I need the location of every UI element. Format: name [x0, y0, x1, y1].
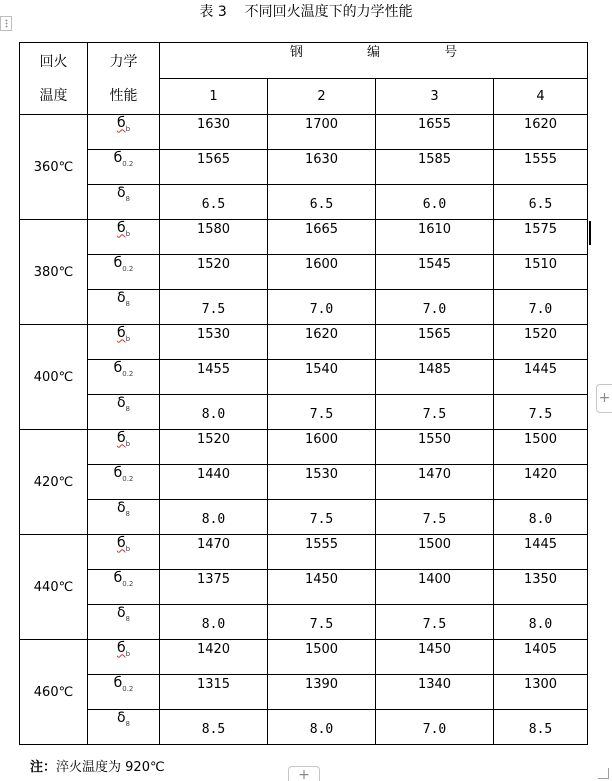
- value-cell: [494, 220, 588, 255]
- property-symbol-subscript: 8: [125, 299, 131, 308]
- value-cell: [268, 290, 376, 325]
- property-cell: [88, 500, 160, 535]
- header-steel-2: [268, 79, 376, 115]
- temperature-cell: [20, 220, 88, 325]
- value-text: 1555: [523, 151, 558, 167]
- temperature-value: 360℃: [33, 159, 74, 175]
- value-text: 7.5: [422, 406, 447, 422]
- property-symbol: [117, 326, 130, 343]
- value-text: 1630: [196, 116, 231, 132]
- property-symbol-base: δ: [116, 604, 126, 621]
- table-row: [20, 325, 588, 360]
- value-cell: [376, 500, 494, 535]
- temperature-value: 400℃: [33, 369, 74, 385]
- value-cell: [494, 360, 588, 395]
- value-text: 1510: [523, 256, 558, 272]
- value-text: 1700: [304, 116, 339, 132]
- property-symbol-base: б: [116, 639, 126, 656]
- table-row: [20, 115, 588, 150]
- value-text: 1500: [523, 431, 558, 447]
- value-text: 1520: [196, 256, 231, 272]
- property-symbol-base: б: [116, 114, 126, 131]
- value-text: 8.0: [201, 406, 226, 422]
- header-steel-1: [160, 79, 268, 115]
- value-cell: [160, 220, 268, 255]
- property-symbol-base: δ: [116, 184, 126, 201]
- value-cell: [376, 605, 494, 640]
- value-text: 7.0: [422, 301, 447, 317]
- footnote-text: 淬火温度为 920℃: [56, 760, 165, 775]
- value-cell: [376, 430, 494, 465]
- header-temperature-line2: 温度: [39, 87, 68, 104]
- value-text: 1530: [304, 466, 339, 482]
- value-text: 1585: [417, 151, 452, 167]
- value-text: 1620: [304, 326, 339, 342]
- value-cell: [376, 675, 494, 710]
- value-cell: [494, 290, 588, 325]
- value-cell: [376, 185, 494, 220]
- value-text: 7.5: [422, 511, 447, 527]
- property-symbol: [117, 186, 130, 203]
- value-text: 6.5: [201, 196, 226, 212]
- header-steel-char: 编: [366, 45, 380, 60]
- property-symbol: [114, 361, 134, 378]
- value-text: 8.0: [528, 616, 553, 632]
- steel-number-label: 2: [317, 89, 326, 104]
- property-cell: [88, 710, 160, 745]
- property-symbol: [114, 676, 134, 693]
- value-cell: [376, 360, 494, 395]
- property-symbol: [117, 291, 130, 308]
- value-text: 7.5: [309, 616, 334, 632]
- property-cell: [88, 570, 160, 605]
- property-symbol-base: б: [113, 464, 123, 481]
- value-cell: [376, 150, 494, 185]
- property-cell: [88, 255, 160, 290]
- property-symbol-base: б: [116, 324, 126, 341]
- value-cell: [494, 255, 588, 290]
- property-symbol-subscript: 8: [125, 614, 131, 623]
- property-symbol-base: δ: [116, 394, 126, 411]
- header-temperature: [20, 43, 88, 115]
- value-text: 1565: [417, 326, 452, 342]
- value-text: 1445: [523, 536, 558, 552]
- property-symbol: [114, 151, 134, 168]
- property-symbol-base: б: [113, 569, 123, 586]
- property-cell: [88, 395, 160, 430]
- value-cell: [494, 185, 588, 220]
- value-cell: [160, 185, 268, 220]
- temperature-cell: [20, 325, 88, 430]
- property-cell: [88, 675, 160, 710]
- value-cell: [376, 325, 494, 360]
- table-row: [20, 290, 588, 325]
- value-text: 1420: [523, 466, 558, 482]
- property-symbol: [117, 116, 130, 133]
- value-cell: [160, 675, 268, 710]
- property-cell: [88, 115, 160, 150]
- property-symbol-base: б: [113, 674, 123, 691]
- value-cell: [376, 640, 494, 675]
- table-row: [20, 605, 588, 640]
- value-text: 7.5: [309, 511, 334, 527]
- value-cell: [268, 640, 376, 675]
- table-row: [20, 465, 588, 500]
- property-cell: [88, 605, 160, 640]
- value-cell: [494, 605, 588, 640]
- value-cell: [268, 570, 376, 605]
- table-row: [20, 640, 588, 675]
- temperature-value: 460℃: [33, 684, 74, 700]
- property-symbol-subscript: b: [125, 229, 131, 238]
- value-cell: [376, 255, 494, 290]
- value-cell: [376, 115, 494, 150]
- value-cell: [268, 675, 376, 710]
- value-text: 7.5: [309, 406, 334, 422]
- value-text: 1500: [417, 536, 452, 552]
- value-cell: [268, 220, 376, 255]
- steel-number-label: 4: [536, 89, 545, 104]
- mechanical-properties-table: [19, 42, 588, 745]
- value-cell: [160, 150, 268, 185]
- value-cell: [494, 710, 588, 745]
- property-symbol: [114, 466, 134, 483]
- property-symbol: [117, 501, 130, 518]
- header-steel-char: 钢: [289, 45, 303, 60]
- property-symbol-base: б: [116, 429, 126, 446]
- table-row: [20, 675, 588, 710]
- steel-number-label: 1: [209, 89, 218, 104]
- value-cell: [494, 325, 588, 360]
- value-text: 1565: [196, 151, 231, 167]
- property-symbol-subscript: 0.2: [122, 264, 134, 273]
- table-row: [20, 430, 588, 465]
- add-column-button[interactable]: +: [596, 384, 612, 413]
- header-steel-number: [160, 43, 588, 79]
- property-symbol-base: б: [116, 534, 126, 551]
- value-text: 8.5: [528, 721, 553, 737]
- header-steel-4: [494, 79, 588, 115]
- value-text: 1445: [523, 361, 558, 377]
- temperature-cell: [20, 115, 88, 220]
- value-text: 1600: [304, 256, 339, 272]
- value-cell: [376, 570, 494, 605]
- header-property-line1: 力学: [109, 53, 138, 70]
- table-row: [20, 220, 588, 255]
- value-text: 8.0: [201, 511, 226, 527]
- property-symbol-subscript: b: [125, 649, 131, 658]
- property-symbol-subscript: 8: [125, 719, 131, 728]
- value-text: 1390: [304, 676, 339, 692]
- value-cell: [160, 605, 268, 640]
- property-cell: [88, 150, 160, 185]
- value-cell: [160, 535, 268, 570]
- property-symbol-base: б: [113, 359, 123, 376]
- property-symbol-base: δ: [116, 709, 126, 726]
- value-cell: [494, 115, 588, 150]
- table-row: [20, 360, 588, 395]
- value-cell: [494, 150, 588, 185]
- property-symbol-subscript: b: [125, 124, 131, 133]
- property-symbol-subscript: 0.2: [122, 684, 134, 693]
- value-text: 7.0: [422, 721, 447, 737]
- value-text: 1340: [417, 676, 452, 692]
- header-temperature-line1: 回火: [39, 53, 68, 70]
- value-text: 1300: [523, 676, 558, 692]
- temperature-cell: [20, 535, 88, 640]
- property-cell: [88, 290, 160, 325]
- property-symbol-base: б: [113, 254, 123, 271]
- value-text: 1530: [196, 326, 231, 342]
- table-resize-handle[interactable]: [598, 768, 609, 779]
- value-cell: [376, 395, 494, 430]
- table-row: [20, 535, 588, 570]
- property-cell: [88, 325, 160, 360]
- value-cell: [376, 465, 494, 500]
- value-text: 6.5: [528, 196, 553, 212]
- value-text: 1485: [417, 361, 452, 377]
- value-text: 1630: [304, 151, 339, 167]
- value-cell: [160, 570, 268, 605]
- property-symbol: [117, 711, 130, 728]
- value-text: 1500: [304, 641, 339, 657]
- value-text: 1450: [417, 641, 452, 657]
- header-steel-3: [376, 79, 494, 115]
- value-text: 7.0: [309, 301, 334, 317]
- value-text: 1610: [417, 221, 452, 237]
- value-cell: [160, 465, 268, 500]
- property-symbol-subscript: b: [125, 334, 131, 343]
- value-cell: [494, 675, 588, 710]
- value-cell: [268, 325, 376, 360]
- property-symbol-subscript: b: [125, 544, 131, 553]
- property-cell: [88, 220, 160, 255]
- value-cell: [268, 465, 376, 500]
- header-steel-char: 号: [444, 45, 458, 60]
- value-text: 1470: [196, 536, 231, 552]
- property-cell: [88, 465, 160, 500]
- property-symbol-subscript: 0.2: [122, 159, 134, 168]
- value-text: 1440: [196, 466, 231, 482]
- property-symbol: [117, 641, 130, 658]
- property-symbol-subscript: 0.2: [122, 579, 134, 588]
- property-cell: [88, 430, 160, 465]
- temperature-cell: [20, 430, 88, 535]
- table-row: [20, 150, 588, 185]
- value-text: 8.0: [528, 511, 553, 527]
- add-row-button[interactable]: +: [288, 766, 320, 781]
- property-symbol-base: б: [116, 219, 126, 236]
- value-text: 8.0: [201, 616, 226, 632]
- table-row: [20, 500, 588, 535]
- value-cell: [494, 395, 588, 430]
- header-row-top: [20, 43, 588, 79]
- value-cell: [160, 360, 268, 395]
- value-text: 1655: [417, 116, 452, 132]
- value-text: 1470: [417, 466, 452, 482]
- header-property: [88, 43, 160, 115]
- value-text: 1455: [196, 361, 231, 377]
- table-row: [20, 185, 588, 220]
- value-cell: [268, 395, 376, 430]
- value-text: 1375: [196, 571, 231, 587]
- value-text: 1540: [304, 361, 339, 377]
- value-cell: [376, 535, 494, 570]
- property-cell: [88, 535, 160, 570]
- temperature-value: 380℃: [33, 264, 74, 280]
- value-cell: [268, 535, 376, 570]
- value-text: 1520: [196, 431, 231, 447]
- value-text: 7.5: [528, 406, 553, 422]
- property-symbol-subscript: b: [125, 439, 131, 448]
- value-cell: [494, 500, 588, 535]
- table-row: [20, 570, 588, 605]
- value-text: 1400: [417, 571, 452, 587]
- table-row: [20, 255, 588, 290]
- value-cell: [268, 360, 376, 395]
- value-cell: [268, 430, 376, 465]
- property-cell: [88, 360, 160, 395]
- text-cursor: [589, 221, 591, 245]
- value-cell: [494, 465, 588, 500]
- value-cell: [494, 640, 588, 675]
- value-text: 1620: [523, 116, 558, 132]
- footnote-label: 注：: [30, 760, 57, 775]
- value-text: 1550: [417, 431, 452, 447]
- property-symbol-subscript: 8: [125, 194, 131, 203]
- table-row: [20, 710, 588, 745]
- value-cell: [160, 115, 268, 150]
- value-text: 1555: [304, 536, 339, 552]
- value-cell: [160, 395, 268, 430]
- property-symbol-base: δ: [116, 289, 126, 306]
- value-cell: [160, 255, 268, 290]
- value-cell: [268, 150, 376, 185]
- table-row: [20, 395, 588, 430]
- value-text: 1545: [417, 256, 452, 272]
- value-text: 1520: [523, 326, 558, 342]
- value-text: 1350: [523, 571, 558, 587]
- property-symbol: [117, 396, 130, 413]
- property-symbol-subscript: 0.2: [122, 369, 134, 378]
- value-cell: [268, 605, 376, 640]
- value-text: 1405: [523, 641, 558, 657]
- value-text: 6.5: [309, 196, 334, 212]
- value-text: 1315: [196, 676, 231, 692]
- value-cell: [160, 430, 268, 465]
- value-cell: [376, 220, 494, 255]
- value-cell: [376, 710, 494, 745]
- property-symbol-subscript: 8: [125, 404, 131, 413]
- value-text: 1665: [304, 221, 339, 237]
- value-cell: [494, 570, 588, 605]
- property-symbol: [114, 256, 134, 273]
- value-cell: [160, 325, 268, 360]
- value-cell: [494, 430, 588, 465]
- property-symbol-subscript: 8: [125, 509, 131, 518]
- property-symbol: [117, 431, 130, 448]
- value-text: 1450: [304, 571, 339, 587]
- value-cell: [160, 500, 268, 535]
- footnote: [30, 759, 165, 777]
- property-cell: [88, 185, 160, 220]
- value-text: 7.5: [201, 301, 226, 317]
- property-symbol: [114, 571, 134, 588]
- value-text: 1600: [304, 431, 339, 447]
- table-caption: 表 3 不同回火温度下的力学性能: [199, 4, 413, 20]
- value-text: 8.5: [201, 721, 226, 737]
- steel-number-label: 3: [430, 89, 439, 104]
- table-body: [20, 43, 588, 745]
- header-property-line2: 性能: [109, 87, 138, 104]
- value-cell: [494, 535, 588, 570]
- property-symbol: [117, 606, 130, 623]
- temperature-cell: [20, 640, 88, 745]
- property-cell: [88, 640, 160, 675]
- value-cell: [160, 640, 268, 675]
- property-symbol-base: δ: [116, 499, 126, 516]
- value-text: 7.5: [422, 616, 447, 632]
- value-cell: [376, 290, 494, 325]
- value-cell: [160, 710, 268, 745]
- value-cell: [160, 290, 268, 325]
- value-cell: [268, 185, 376, 220]
- property-symbol-subscript: 0.2: [122, 474, 134, 483]
- value-text: 1420: [196, 641, 231, 657]
- temperature-value: 420℃: [33, 474, 74, 490]
- value-cell: [268, 115, 376, 150]
- property-symbol: [117, 221, 130, 238]
- value-text: 6.0: [422, 196, 447, 212]
- temperature-value: 440℃: [33, 579, 74, 595]
- value-text: 1575: [523, 221, 558, 237]
- value-cell: [268, 500, 376, 535]
- value-cell: [268, 710, 376, 745]
- value-text: 8.0: [309, 721, 334, 737]
- property-symbol: [117, 536, 130, 553]
- value-text: 7.0: [528, 301, 553, 317]
- property-symbol-base: б: [113, 149, 123, 166]
- value-cell: [268, 255, 376, 290]
- value-text: 1580: [196, 221, 231, 237]
